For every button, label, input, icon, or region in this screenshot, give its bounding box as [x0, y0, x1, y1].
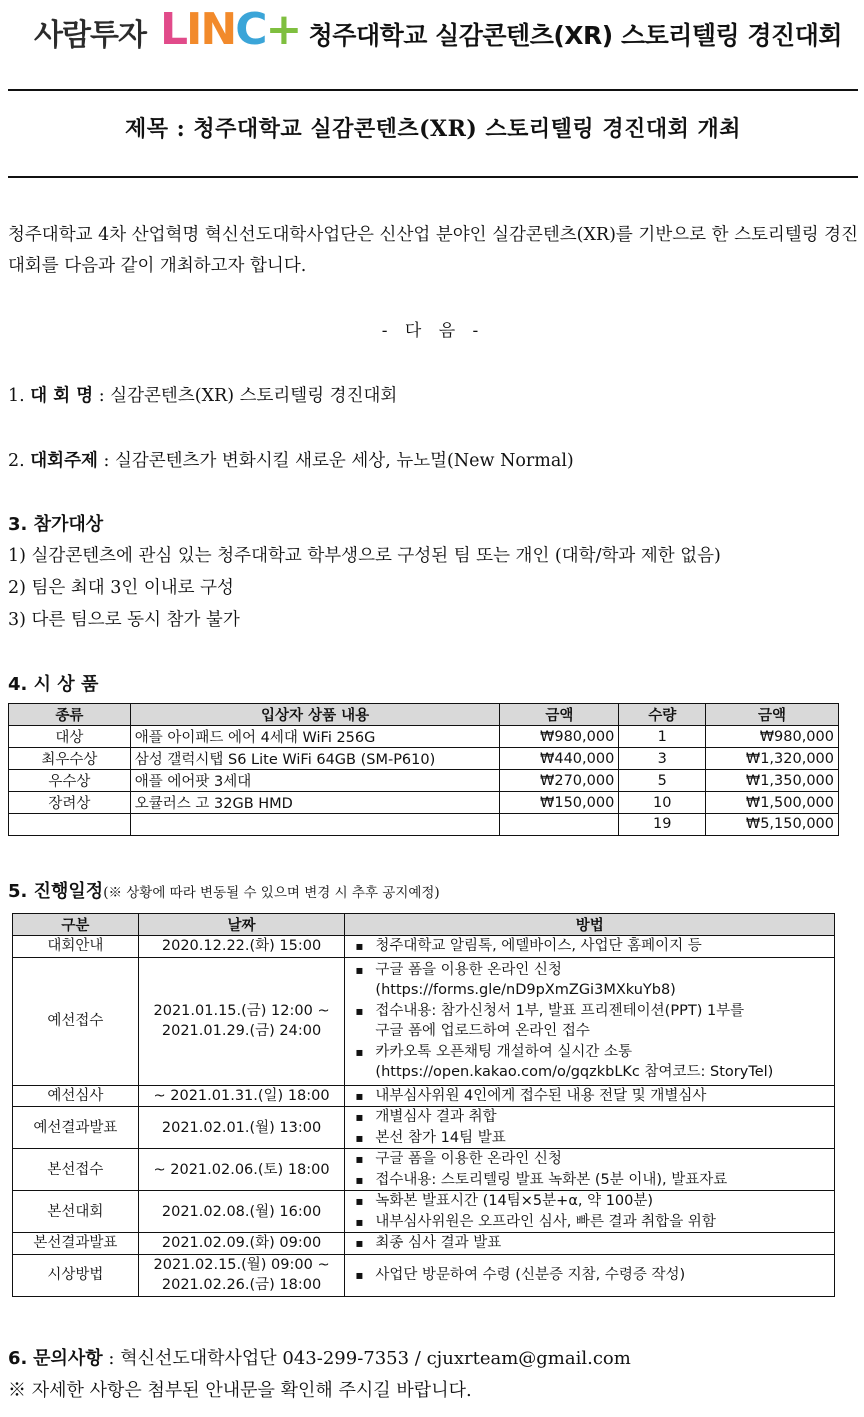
schedule-method	[345, 1233, 835, 1255]
prize-type: 우수상	[9, 770, 131, 792]
column-header: 종류	[9, 704, 131, 726]
total-price: ₩1,320,000	[706, 748, 839, 770]
section-schedule-heading	[8, 877, 440, 903]
method-list	[349, 960, 830, 1083]
unit-price	[500, 814, 619, 836]
method-item: ▪ 접수내용: 스토리텔링 발표 녹화본 (5분 이내), 발표자료	[349, 1170, 830, 1191]
schedule-date	[138, 957, 345, 1085]
section-inquiry	[8, 1344, 631, 1370]
unit-price: ₩980,000	[500, 726, 619, 748]
total-price: ₩1,350,000	[706, 770, 839, 792]
method-item: ▪ 구글 폼을 이용한 온라인 신청	[349, 960, 830, 981]
method-item: ▪ 구글 폼을 이용한 온라인 신청	[349, 1149, 830, 1170]
eligibility-item: 3) 다른 팀으로 동시 참가 불가	[8, 610, 240, 630]
method-item: ▪ 내부심사위원 4인에게 접수된 내용 전달 및 개별심사	[349, 1086, 830, 1107]
column-header: 방법	[345, 914, 835, 936]
method-list	[349, 1149, 830, 1190]
section-separator: :	[102, 1348, 121, 1369]
schedule-stage: 본선결과발표	[13, 1233, 139, 1255]
section-value: 실감콘텐츠가 변화시킬 새로운 세상, 뉴노멀(New Normal)	[114, 451, 574, 471]
column-header: 금액	[706, 704, 839, 726]
schedule-method	[345, 936, 835, 958]
quantity: 1	[619, 726, 706, 748]
prize-item: 애플 아이패드 에어 4세대 WiFi 256G	[130, 726, 500, 748]
method-item: ▪ 내부심사위원은 오프라인 심사, 빠른 결과 취합을 위함	[349, 1212, 830, 1233]
schedule-stage: 시상방법	[13, 1254, 139, 1296]
schedule-method	[345, 1254, 835, 1296]
schedule-method	[345, 1149, 835, 1191]
schedule-stage: 예선결과발표	[13, 1107, 139, 1149]
method-item: ▪ 최종 심사 결과 발표	[349, 1233, 830, 1254]
section-number: 1.	[8, 386, 25, 406]
prize-type: 장려상	[9, 792, 131, 814]
column-header: 수량	[619, 704, 706, 726]
method-list	[349, 1107, 830, 1148]
section-value: 실감콘텐츠(XR) 스토리텔링 경진대회	[110, 386, 398, 406]
method-item: ▪ 청주대학교 알림톡, 에델바이스, 사업단 홈페이지 등	[349, 936, 830, 957]
schedule-date-line: 2021.02.15.(월) 09:00 ~	[153, 1257, 330, 1273]
table-row	[13, 936, 835, 958]
column-header: 금액	[500, 704, 619, 726]
quantity: 5	[619, 770, 706, 792]
table-row	[13, 1107, 835, 1149]
table-row	[9, 770, 839, 792]
method-item: ▪ 접수내용: 참가신청서 1부, 발표 프리젠테이션(PPT) 1부를	[349, 1001, 830, 1022]
column-header: 날짜	[138, 914, 345, 936]
intro-paragraph: 청주대학교 4차 산업혁명 혁신선도대학사업단은 신산업 분야인 실감콘텐츠(XR)를 기반으로 한 스토리텔링 경진대회를 다음과 같이 개최하고자 합니다.	[8, 225, 858, 276]
footer-note: ※ 자세한 사항은 첨부된 안내문을 확인해 주시길 바랍니다.	[8, 1380, 472, 1401]
prize-type	[9, 814, 131, 836]
saram-tuja-logo: 사람투자	[34, 18, 146, 53]
header-title: 청주대학교 실감콘텐츠(XR) 스토리텔링 경진대회	[308, 21, 842, 50]
method-item: ▪ 사업단 방문하여 수령 (신분증 지참, 수령증 작성)	[349, 1265, 830, 1286]
section-contest-theme	[8, 447, 574, 472]
eligibility-item: 1) 실감콘텐츠에 관심 있는 청주대학교 학부생으로 구성된 팀 또는 개인 (대학/학과 제한 없음)	[8, 546, 721, 566]
schedule-method	[345, 1107, 835, 1149]
unit-price: ₩270,000	[500, 770, 619, 792]
prize-item: 삼성 갤럭시탭 S6 Lite WiFi 64GB (SM-P610)	[130, 748, 500, 770]
method-item: ▪ 개별심사 결과 취합	[349, 1107, 830, 1128]
section-number: 6.	[8, 1348, 28, 1369]
table-row	[13, 957, 835, 1085]
schedule-date-line: 2021.01.29.(금) 24:00	[161, 1023, 322, 1039]
top-divider	[8, 89, 858, 91]
schedule-method	[345, 957, 835, 1085]
schedule-date	[138, 936, 345, 958]
table-row	[13, 1191, 835, 1233]
quantity: 10	[619, 792, 706, 814]
schedule-table	[12, 913, 835, 1297]
document-title: 제목 : 청주대학교 실감콘텐츠(XR) 스토리텔링 경진대회 개최	[124, 116, 742, 142]
prize-item: 애플 에어팟 3세대	[130, 770, 500, 792]
schedule-date-line: 2021.02.09.(화) 09:00	[161, 1235, 322, 1252]
column-header: 입상자 상품 내용	[130, 704, 500, 726]
schedule-stage: 대회안내	[13, 936, 139, 958]
schedule-date	[138, 1149, 345, 1191]
section-contest-name	[8, 382, 397, 407]
section-separator: :	[97, 451, 115, 471]
total-quantity: 19	[619, 814, 706, 836]
prize-type: 최우수상	[9, 748, 131, 770]
schedule-date	[138, 1233, 345, 1255]
prize-item: 오큘러스 고 32GB HMD	[130, 792, 500, 814]
section-number: 2.	[8, 451, 25, 471]
table-total-row	[9, 814, 839, 836]
table-header-row	[13, 914, 835, 936]
schedule-method	[345, 1191, 835, 1233]
table-header-row	[9, 704, 839, 726]
linc-plus-logo: LINC+	[160, 4, 301, 55]
table-row	[13, 1085, 835, 1107]
total-price: ₩1,500,000	[706, 792, 839, 814]
inquiry-contact: 혁신선도대학사업단 043-299-7353 / cjuxrteam@gmail.com	[120, 1348, 631, 1369]
section-label: 대회주제	[30, 451, 98, 471]
total-price: ₩980,000	[706, 726, 839, 748]
schedule-date	[138, 1085, 345, 1107]
schedule-stage: 예선접수	[13, 957, 139, 1085]
unit-price: ₩440,000	[500, 748, 619, 770]
eligibility-item: 2) 팀은 최대 3인 이내로 구성	[8, 578, 234, 598]
method-list	[349, 1265, 830, 1286]
section-label: 대 회 명	[30, 386, 94, 406]
table-row	[9, 748, 839, 770]
schedule-date-line: 2021.02.08.(월) 16:00	[161, 1203, 322, 1220]
schedule-stage: 본선접수	[13, 1149, 139, 1191]
schedule-date-line: 2021.01.15.(금) 12:00 ~	[153, 1003, 330, 1019]
table-row	[13, 1233, 835, 1255]
quantity: 3	[619, 748, 706, 770]
schedule-date	[138, 1191, 345, 1233]
schedule-stage: 예선심사	[13, 1085, 139, 1107]
table-row	[13, 1149, 835, 1191]
section-prizes-heading: 4. 시 상 품	[8, 674, 99, 695]
method-item-continuation: (https://open.kakao.com/o/gqzkbLKc 참여코드: StoryTel)	[375, 1064, 774, 1080]
method-item-continuation: (https://forms.gle/nD9pXmZGi3MXkuYb8)	[375, 982, 676, 998]
method-item: ▪ 카카오톡 오픈채팅 개설하여 실시간 소통	[349, 1042, 830, 1063]
schedule-date-line: 2020.12.22.(화) 15:00	[161, 938, 322, 955]
schedule-method	[345, 1085, 835, 1107]
schedule-date	[138, 1107, 345, 1149]
table-row	[13, 1254, 835, 1296]
page-header	[0, 0, 864, 70]
method-list	[349, 1191, 830, 1232]
method-item-continuation: 구글 폼에 업로드하여 온라인 접수	[375, 1023, 590, 1039]
section-label: 문의사항	[33, 1348, 103, 1369]
schedule-heading-text: 5. 진행일정	[8, 881, 104, 902]
table-row	[9, 792, 839, 814]
method-list	[349, 936, 830, 957]
prize-type: 대상	[9, 726, 131, 748]
schedule-stage: 본선대회	[13, 1191, 139, 1233]
method-item: ▪ 녹화본 발표시간 (14팀×5분+α, 약 100분)	[349, 1191, 830, 1212]
method-item: ▪ 본선 참가 14팀 발표	[349, 1128, 830, 1149]
prize-table	[8, 703, 839, 836]
title-divider	[8, 176, 858, 178]
schedule-date-line: 2021.02.26.(금) 18:00	[161, 1277, 322, 1293]
schedule-date-line: ~ 2021.01.31.(일) 18:00	[153, 1087, 330, 1104]
schedule-date	[138, 1254, 345, 1296]
section-eligibility-heading: 3. 참가대상	[8, 514, 104, 535]
prize-item	[130, 814, 500, 836]
section-separator: :	[93, 386, 111, 406]
schedule-note: (※ 상황에 따라 변동될 수 있으며 변경 시 추후 공지예정)	[103, 885, 440, 901]
grand-total: ₩5,150,000	[706, 814, 839, 836]
schedule-date-line: 2021.02.01.(월) 13:00	[161, 1119, 322, 1136]
method-list	[349, 1086, 830, 1107]
method-list	[349, 1233, 830, 1254]
column-header: 구분	[13, 914, 139, 936]
schedule-date-line: ~ 2021.02.06.(토) 18:00	[153, 1161, 330, 1178]
dasim-heading: - 다 음 -	[381, 321, 485, 341]
unit-price: ₩150,000	[500, 792, 619, 814]
table-row	[9, 726, 839, 748]
